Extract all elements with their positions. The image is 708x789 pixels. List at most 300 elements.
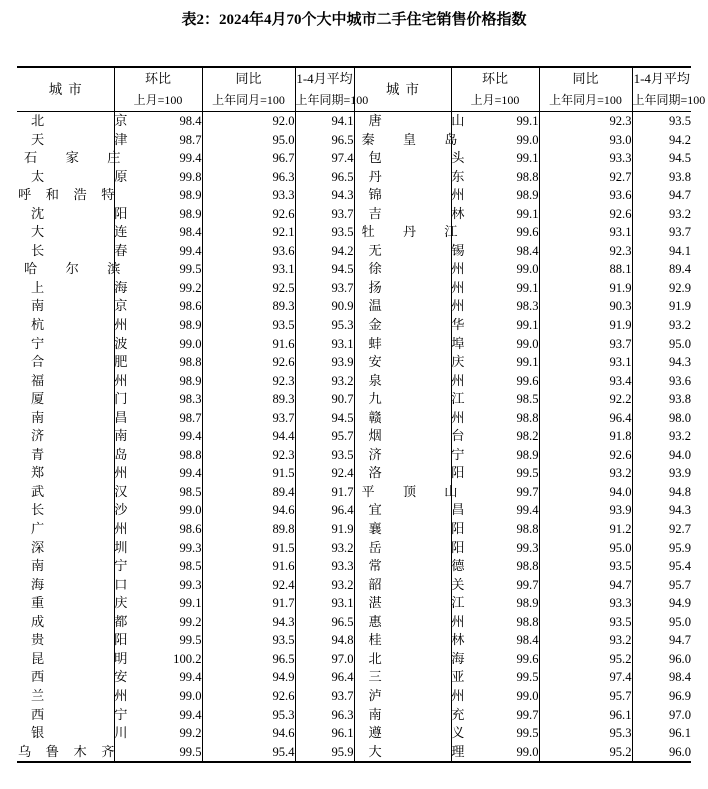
city-label: 成都 [31, 613, 128, 629]
avg-value: 91.9 [632, 297, 691, 316]
city-label: 西安 [31, 669, 128, 685]
avg-value: 92.7 [632, 520, 691, 539]
avg-value: 93.6 [632, 372, 691, 391]
yoy-value: 93.3 [539, 149, 632, 168]
city-cell [354, 409, 465, 428]
table-row [17, 687, 691, 706]
city-cell [354, 112, 465, 131]
yoy-value: 92.6 [202, 687, 295, 706]
city-cell [354, 131, 458, 150]
yoy-value: 93.6 [539, 186, 632, 205]
city-cell [17, 186, 114, 205]
yoy-value: 93.2 [539, 631, 632, 650]
avg-value: 93.2 [632, 427, 691, 446]
mom-value: 100.2 [114, 650, 202, 669]
yoy-value: 94.6 [202, 724, 295, 743]
city-cell [17, 223, 128, 242]
city-cell [354, 687, 465, 706]
city-label: 惠州 [368, 613, 465, 629]
yoy-value: 94.9 [202, 668, 295, 687]
city-label: 天津 [31, 131, 128, 147]
avg-value: 90.9 [295, 297, 354, 316]
city-label: 湛江 [368, 595, 465, 611]
yoy-value: 92.3 [202, 372, 295, 391]
yoy-value: 89.4 [202, 483, 295, 502]
avg-value: 95.0 [632, 613, 691, 632]
avg-value: 91.9 [295, 520, 354, 539]
mom-value: 98.8 [451, 557, 539, 576]
avg-value: 95.4 [632, 557, 691, 576]
avg-value: 93.7 [632, 223, 691, 242]
avg-value: 93.7 [295, 687, 354, 706]
mom-value: 99.1 [114, 594, 202, 613]
avg-value: 93.9 [295, 353, 354, 372]
price-index-table [17, 66, 706, 763]
city-cell [354, 316, 465, 335]
city-label: 徐州 [368, 261, 465, 277]
city-label: 北京 [31, 113, 128, 128]
subheader-avg-right: 上年同期=100 [632, 90, 691, 112]
city-label: 合肥 [31, 354, 128, 370]
city-cell [17, 131, 128, 150]
avg-value: 97.0 [295, 650, 354, 669]
mom-value: 99.1 [451, 149, 539, 168]
yoy-value: 91.9 [539, 279, 632, 298]
avg-value: 94.8 [295, 631, 354, 650]
yoy-value: 91.2 [539, 520, 632, 539]
city-cell [354, 557, 465, 576]
avg-value: 95.7 [632, 576, 691, 595]
table-row [17, 149, 691, 168]
header-city-left: 城市 [48, 81, 88, 97]
yoy-value: 93.1 [539, 353, 632, 372]
yoy-value: 95.4 [202, 743, 295, 763]
header-yoy-right: 同比 [539, 67, 632, 90]
avg-value: 94.5 [295, 260, 354, 279]
subheader-yoy-left: 上年同月=100 [202, 90, 295, 112]
city-label: 南充 [368, 706, 465, 722]
city-cell [17, 168, 128, 187]
mom-value: 99.8 [114, 168, 202, 187]
mom-value: 98.3 [451, 297, 539, 316]
mom-value: 99.5 [114, 631, 202, 650]
yoy-value: 95.7 [539, 687, 632, 706]
mom-value: 99.4 [114, 706, 202, 725]
yoy-value: 92.3 [202, 446, 295, 465]
city-label: 昆明 [31, 650, 128, 666]
mom-value: 99.4 [451, 501, 539, 520]
avg-value: 96.9 [632, 687, 691, 706]
table-row [17, 409, 691, 428]
table-row [17, 168, 691, 187]
table-row [17, 557, 691, 576]
avg-value: 96.4 [295, 501, 354, 520]
city-label: 哈尔滨 [24, 261, 121, 277]
table-row [17, 223, 691, 242]
yoy-value: 93.5 [539, 613, 632, 632]
yoy-value: 93.2 [539, 464, 632, 483]
avg-value: 95.9 [632, 539, 691, 558]
city-cell [354, 631, 465, 650]
city-label: 太原 [31, 168, 128, 184]
header-mom-left: 环比 [114, 67, 202, 90]
mom-value: 98.3 [114, 390, 202, 409]
avg-value: 95.3 [295, 316, 354, 335]
city-label: 宜昌 [368, 502, 465, 518]
mom-value: 98.4 [451, 242, 539, 261]
yoy-value: 94.0 [539, 483, 632, 502]
mom-value: 98.5 [451, 390, 539, 409]
yoy-value: 92.6 [539, 446, 632, 465]
city-cell [354, 335, 465, 354]
mom-value: 98.4 [114, 112, 202, 131]
yoy-value: 93.6 [202, 242, 295, 261]
city-label: 呼和浩特 [18, 187, 115, 203]
city-cell [354, 242, 465, 261]
mom-value: 99.0 [114, 335, 202, 354]
mom-value: 98.6 [114, 297, 202, 316]
yoy-value: 94.3 [202, 613, 295, 632]
table-row [17, 427, 691, 446]
city-cell [354, 594, 465, 613]
city-label: 重庆 [31, 595, 128, 611]
table-row [17, 743, 691, 763]
avg-value: 94.5 [632, 149, 691, 168]
city-cell [354, 464, 465, 483]
table-row [17, 576, 691, 595]
yoy-value: 93.0 [539, 131, 632, 150]
mom-value: 98.2 [451, 427, 539, 446]
city-cell [17, 724, 128, 743]
city-cell [17, 205, 128, 224]
city-cell [354, 297, 465, 316]
mom-value: 99.4 [114, 149, 202, 168]
city-label: 桂林 [368, 632, 465, 648]
table-row [17, 372, 691, 391]
avg-value: 94.0 [632, 446, 691, 465]
yoy-value: 96.5 [202, 650, 295, 669]
city-label: 无锡 [368, 242, 465, 258]
city-label: 温州 [368, 298, 465, 314]
city-label: 金华 [368, 317, 465, 333]
mom-value: 98.9 [114, 186, 202, 205]
yoy-value: 93.1 [539, 223, 632, 242]
subheader-mom-right: 上月=100 [451, 90, 539, 112]
city-label: 乌鲁木齐 [18, 743, 115, 759]
city-cell [354, 539, 465, 558]
mom-value: 99.1 [451, 205, 539, 224]
city-cell [17, 353, 128, 372]
table-row [17, 650, 691, 669]
table-row [17, 539, 691, 558]
yoy-value: 91.9 [539, 316, 632, 335]
city-cell [354, 446, 465, 465]
city-label: 扬州 [368, 279, 465, 295]
yoy-value: 95.2 [539, 743, 632, 763]
yoy-value: 93.7 [539, 335, 632, 354]
avg-value: 94.2 [632, 131, 691, 150]
mom-value: 99.1 [451, 316, 539, 335]
avg-value: 94.3 [295, 186, 354, 205]
city-label: 泉州 [368, 372, 465, 388]
avg-value: 96.1 [295, 724, 354, 743]
mom-value: 98.8 [451, 409, 539, 428]
mom-value: 99.7 [451, 483, 539, 502]
mom-value: 99.0 [451, 687, 539, 706]
city-cell [17, 149, 121, 168]
mom-value: 99.4 [114, 427, 202, 446]
city-cell [17, 557, 128, 576]
city-cell [17, 297, 128, 316]
avg-value: 93.5 [295, 446, 354, 465]
city-label: 郑州 [31, 465, 128, 481]
city-label: 青岛 [31, 446, 128, 462]
city-cell [354, 279, 465, 298]
city-cell [17, 576, 128, 595]
yoy-value: 93.3 [202, 186, 295, 205]
mom-value: 98.9 [114, 205, 202, 224]
city-label: 唐山 [368, 113, 465, 128]
city-label: 沈阳 [31, 205, 128, 221]
avg-value: 96.0 [632, 650, 691, 669]
avg-value: 95.0 [632, 335, 691, 354]
city-cell [354, 168, 465, 187]
yoy-value: 94.7 [539, 576, 632, 595]
yoy-value: 92.0 [202, 112, 295, 131]
city-cell [17, 668, 128, 687]
city-label: 长沙 [31, 502, 128, 518]
avg-value: 92.4 [295, 464, 354, 483]
mom-value: 98.9 [451, 594, 539, 613]
page-title: 表2：2024年4月70个大中城市二手住宅销售价格指数 [181, 12, 527, 28]
city-label: 上海 [31, 279, 128, 295]
city-label: 洛阳 [368, 465, 465, 481]
yoy-value: 96.4 [539, 409, 632, 428]
city-cell [354, 520, 465, 539]
yoy-value: 91.7 [202, 594, 295, 613]
mom-value: 99.7 [451, 706, 539, 725]
table-header [17, 67, 706, 112]
mom-value: 98.9 [114, 372, 202, 391]
table-row [17, 260, 691, 279]
table-row [17, 668, 691, 687]
avg-value: 93.1 [295, 594, 354, 613]
mom-value: 98.9 [114, 316, 202, 335]
city-cell [354, 427, 465, 446]
mom-value: 99.5 [114, 260, 202, 279]
city-label: 深圳 [31, 539, 128, 555]
yoy-value: 89.3 [202, 390, 295, 409]
avg-value: 95.9 [295, 743, 354, 763]
mom-value: 99.5 [451, 464, 539, 483]
yoy-value: 93.1 [202, 260, 295, 279]
city-label: 九江 [368, 391, 465, 407]
yoy-value: 96.7 [202, 149, 295, 168]
yoy-value: 94.6 [202, 501, 295, 520]
avg-value: 93.3 [295, 557, 354, 576]
avg-value: 94.7 [632, 186, 691, 205]
city-label: 海口 [31, 576, 128, 592]
yoy-value: 96.3 [202, 168, 295, 187]
city-label: 武汉 [31, 483, 128, 499]
avg-value: 98.4 [632, 668, 691, 687]
avg-value: 93.2 [632, 316, 691, 335]
yoy-value: 92.6 [539, 205, 632, 224]
city-label: 安庆 [368, 354, 465, 370]
yoy-value: 92.6 [202, 205, 295, 224]
mom-value: 98.8 [451, 168, 539, 187]
city-cell [354, 501, 465, 520]
mom-value: 98.9 [451, 186, 539, 205]
city-cell [17, 409, 128, 428]
avg-value: 93.8 [632, 390, 691, 409]
yoy-value: 94.4 [202, 427, 295, 446]
subheader-mom-left: 上月=100 [114, 90, 202, 112]
city-cell [17, 539, 128, 558]
subheader-avg-left: 上年同期=100 [295, 90, 354, 112]
city-cell [17, 650, 128, 669]
table-row [17, 205, 691, 224]
city-label: 秦皇岛 [361, 131, 458, 147]
avg-value: 90.7 [295, 390, 354, 409]
avg-value: 92.9 [632, 279, 691, 298]
avg-value: 96.5 [295, 613, 354, 632]
city-label: 丹东 [368, 168, 465, 184]
header-yoy-left: 同比 [202, 67, 295, 90]
city-label: 长春 [31, 242, 128, 258]
avg-value: 96.0 [632, 743, 691, 763]
mom-value: 99.1 [451, 279, 539, 298]
city-label: 北海 [368, 650, 465, 666]
yoy-value: 92.4 [202, 576, 295, 595]
yoy-value: 95.3 [202, 706, 295, 725]
table-row [17, 464, 691, 483]
table-row [17, 706, 691, 725]
avg-value: 94.1 [632, 242, 691, 261]
city-label: 韶关 [368, 576, 465, 592]
city-label: 大连 [31, 224, 128, 240]
city-cell [17, 706, 128, 725]
city-cell [354, 613, 465, 632]
yoy-value: 93.9 [539, 501, 632, 520]
city-label: 平顶山 [361, 483, 458, 499]
avg-value: 93.7 [295, 279, 354, 298]
mom-value: 99.2 [114, 613, 202, 632]
city-label: 泸州 [368, 687, 465, 703]
city-label: 三亚 [368, 669, 465, 685]
mom-value: 98.8 [114, 353, 202, 372]
mom-value: 99.0 [451, 335, 539, 354]
avg-value: 94.9 [632, 594, 691, 613]
avg-value: 93.2 [632, 205, 691, 224]
table-row [17, 631, 691, 650]
city-label: 济宁 [368, 446, 465, 462]
city-cell [17, 335, 128, 354]
city-cell [354, 743, 465, 763]
header-row-primary [17, 67, 691, 90]
mom-value: 99.3 [114, 576, 202, 595]
table-row [17, 724, 691, 743]
city-label: 广州 [31, 521, 128, 537]
city-cell [354, 223, 458, 242]
city-label: 杭州 [31, 317, 128, 333]
city-cell [17, 613, 128, 632]
city-cell [354, 372, 465, 391]
city-label: 大理 [368, 743, 465, 759]
avg-value: 95.7 [295, 427, 354, 446]
mom-value: 99.0 [114, 501, 202, 520]
city-label: 福州 [31, 372, 128, 388]
table-row [17, 501, 691, 520]
table-body [17, 112, 691, 763]
yoy-value: 90.3 [539, 297, 632, 316]
avg-value: 97.0 [632, 706, 691, 725]
yoy-value: 92.3 [539, 112, 632, 131]
mom-value: 99.0 [451, 743, 539, 763]
avg-value: 96.3 [295, 706, 354, 725]
city-cell [17, 743, 114, 763]
subheader-yoy-right: 上年同月=100 [539, 90, 632, 112]
avg-value: 93.8 [632, 168, 691, 187]
avg-value: 96.5 [295, 131, 354, 150]
avg-value: 94.7 [632, 631, 691, 650]
mom-value: 98.5 [114, 483, 202, 502]
mom-value: 98.7 [114, 131, 202, 150]
table-row [17, 390, 691, 409]
avg-value: 93.2 [295, 539, 354, 558]
mom-value: 99.1 [451, 112, 539, 131]
avg-value: 98.0 [632, 409, 691, 428]
city-label: 贵阳 [31, 632, 128, 648]
mom-value: 98.6 [114, 520, 202, 539]
avg-value: 89.4 [632, 260, 691, 279]
avg-value: 94.3 [632, 501, 691, 520]
yoy-value: 92.7 [539, 168, 632, 187]
avg-value: 93.1 [295, 335, 354, 354]
mom-value: 98.4 [114, 223, 202, 242]
avg-value: 94.8 [632, 483, 691, 502]
yoy-value: 88.1 [539, 260, 632, 279]
city-cell [354, 186, 465, 205]
mom-value: 98.5 [114, 557, 202, 576]
yoy-value: 95.0 [202, 131, 295, 150]
avg-value: 96.5 [295, 168, 354, 187]
mom-value: 99.0 [451, 260, 539, 279]
mom-value: 99.5 [114, 743, 202, 763]
city-cell [354, 724, 465, 743]
mom-value: 99.1 [451, 353, 539, 372]
yoy-value: 89.3 [202, 297, 295, 316]
yoy-value: 92.5 [202, 279, 295, 298]
city-cell [17, 631, 128, 650]
yoy-value: 92.6 [202, 353, 295, 372]
avg-value: 93.5 [295, 223, 354, 242]
city-cell [17, 242, 128, 261]
table-row [17, 242, 691, 261]
city-label: 牡丹江 [361, 224, 458, 240]
mom-value: 99.3 [114, 539, 202, 558]
city-cell [17, 464, 128, 483]
city-label: 厦门 [31, 391, 128, 407]
table-row [17, 279, 691, 298]
city-label: 银川 [31, 725, 128, 741]
city-cell [17, 390, 128, 409]
mom-value: 99.6 [451, 372, 539, 391]
yoy-value: 91.8 [539, 427, 632, 446]
city-cell [17, 260, 121, 279]
city-label: 赣州 [368, 409, 465, 425]
table-row [17, 594, 691, 613]
